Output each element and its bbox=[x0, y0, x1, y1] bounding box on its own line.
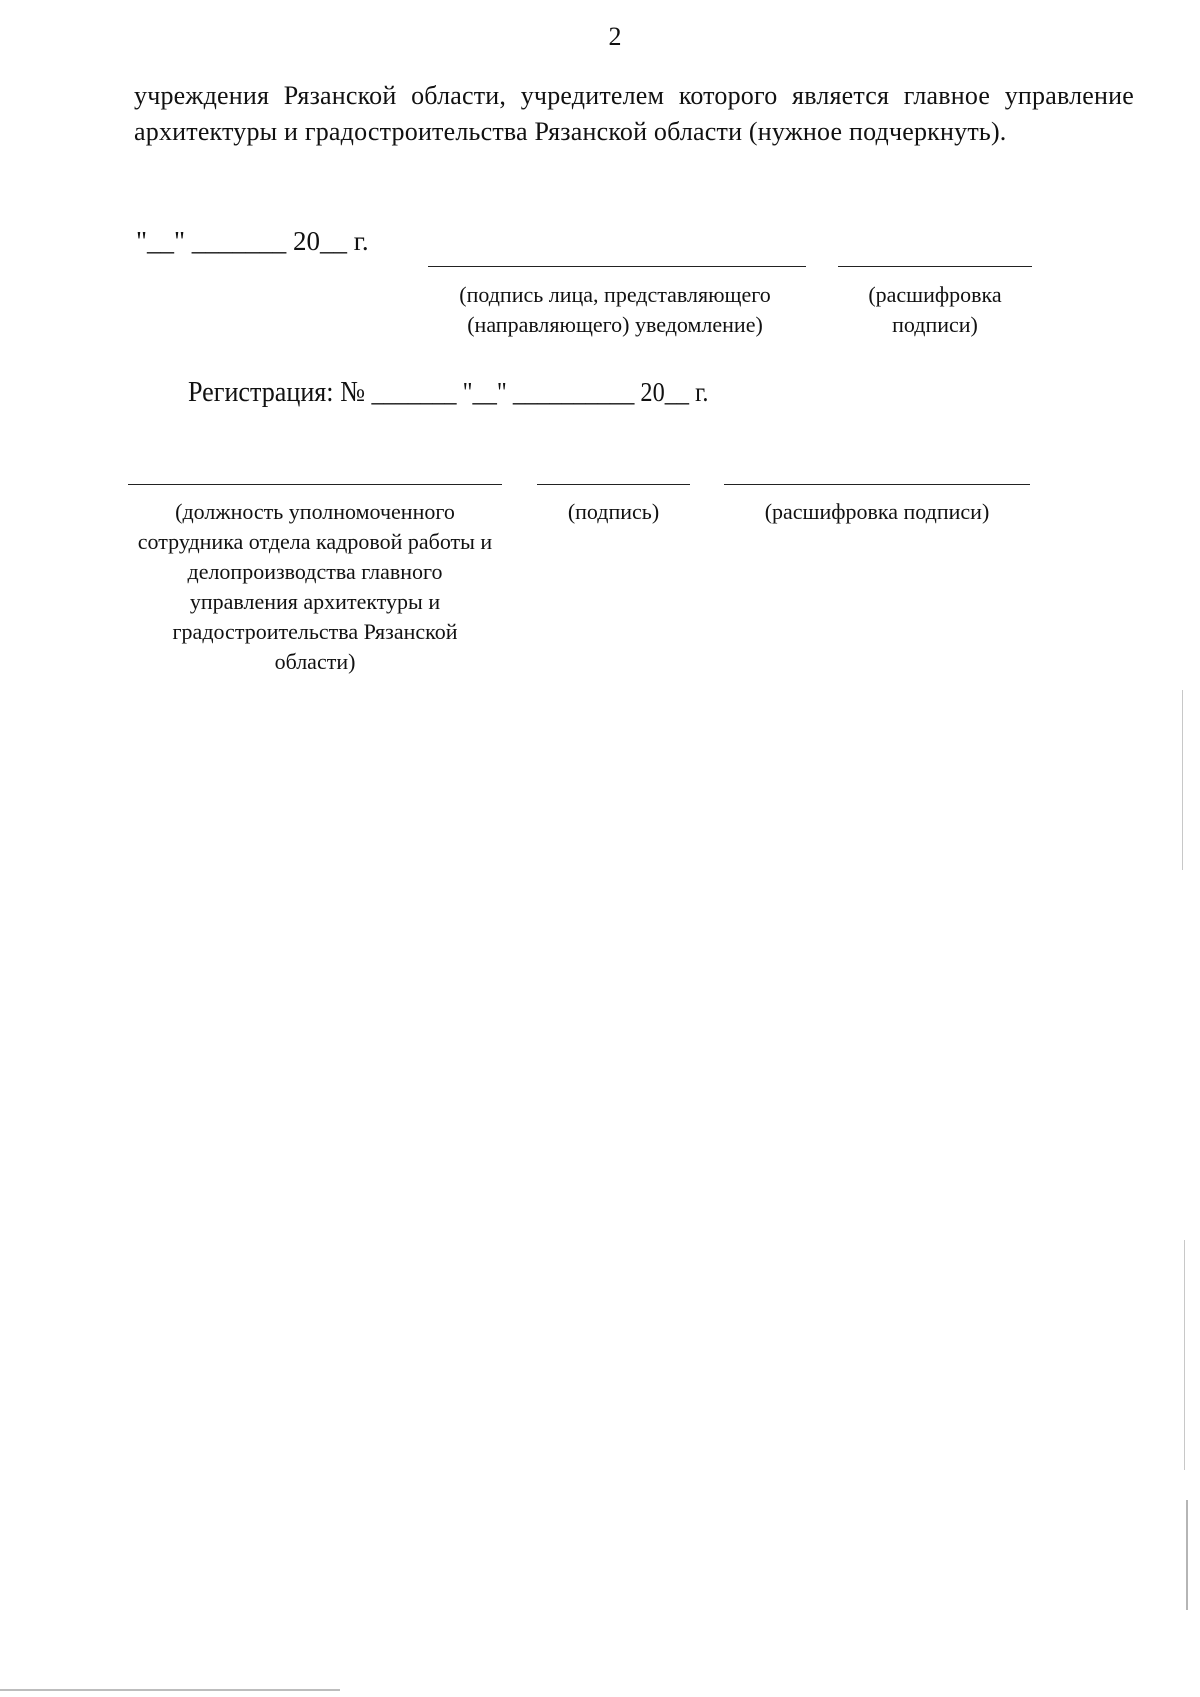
signature-line bbox=[428, 266, 806, 267]
signature-decode-line bbox=[838, 266, 1032, 267]
signature-decode-line-2 bbox=[724, 484, 1030, 485]
signature-caption-2: (подпись) bbox=[567, 499, 660, 524]
body-paragraph: учреждения Рязанской области, учредителем которого является главное управление архитектуры и градостроительства Рязанской области (нужное подчеркнуть). bbox=[134, 81, 1134, 146]
position-line bbox=[128, 484, 502, 485]
date-field: "__" _______ 20__ г. bbox=[136, 226, 369, 256]
signature-decode-caption: (расшифровка подписи) bbox=[868, 282, 1002, 337]
registration-label: Регистрация: № bbox=[188, 376, 365, 408]
signature-decode-caption-2: (расшифровка подписи) bbox=[764, 499, 990, 524]
scan-edge-mark bbox=[1184, 1240, 1185, 1470]
registration-fields: _______ "__" __________ 20__ г. bbox=[371, 377, 709, 407]
scan-edge-mark bbox=[1186, 1500, 1188, 1610]
signature-caption: (подпись лица, представляющего (направляющего) уведомление) bbox=[459, 282, 771, 337]
scan-edge-mark bbox=[1182, 690, 1183, 870]
position-caption: (должность уполномоченного сотрудника отдела кадровой работы и делопроизводства главного управления архитектуры и градостроительства Рязанской области) bbox=[137, 499, 493, 674]
scan-bottom-mark bbox=[0, 1689, 340, 1691]
registration-line bbox=[188, 376, 708, 409]
page-number: 2 bbox=[608, 22, 622, 51]
signature-line-2 bbox=[537, 484, 690, 485]
